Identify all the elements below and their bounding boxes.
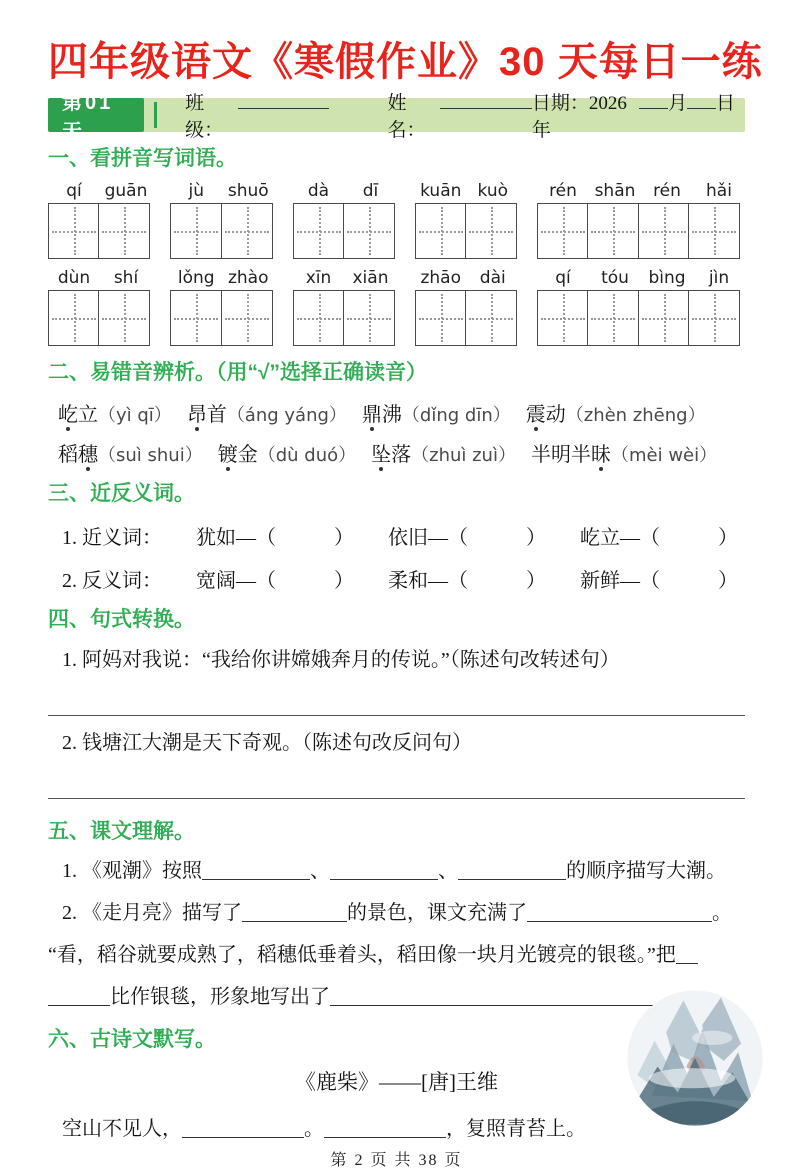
writing-cell: [170, 203, 222, 259]
pinyin-syllable: zhào: [227, 268, 269, 289]
syllable-row: [293, 268, 397, 290]
sentence-task-1: 1. 阿妈对我说：“我给你讲嫦娥奔月的传说。”（陈述句改转述句）: [62, 649, 620, 671]
pinyin-syllable: rén: [653, 181, 681, 202]
pinyin-syllable: tóu: [601, 268, 629, 289]
pinyin-syllable: dà: [307, 181, 330, 202]
pinyin-syllable: dùn: [57, 268, 91, 289]
word-label: 犹如—（: [196, 526, 276, 549]
pinyin-box-row: [48, 268, 745, 346]
emphasis-dot-char: 镀: [218, 438, 238, 467]
badge-divider: [154, 102, 157, 128]
pinyin-syllable: zhāo: [420, 268, 462, 289]
fill-in-blank: [458, 859, 566, 880]
fill-in-blank: [48, 985, 110, 1006]
cell-row: [170, 203, 274, 259]
sentence-task-2: 2. 钱塘江大潮是天下奇观。（陈述句改反问句）: [62, 732, 472, 754]
writing-cell: [343, 290, 395, 346]
writing-cell: [688, 203, 740, 259]
cell-row: [415, 203, 519, 259]
pronunciation-item: [58, 398, 172, 427]
word-label: [371, 438, 411, 467]
word-group: [537, 181, 745, 259]
pinyin-options: （suì shui）: [98, 444, 203, 466]
word-label: [531, 438, 611, 467]
pinyin-syllable: shuō: [227, 181, 269, 202]
fill-in-blank: [527, 901, 712, 922]
cell-row: [48, 203, 152, 259]
pronunciation-item: [531, 438, 717, 467]
cell-row: [293, 290, 397, 346]
text-segment: 。: [712, 902, 732, 925]
pinyin-syllable: jù: [188, 181, 204, 202]
section4-heading: 四、句式转换。: [48, 607, 195, 631]
pinyin-options: （dǐng dīn）: [401, 404, 511, 426]
word-pair-item: [580, 521, 738, 550]
writing-cell: [98, 203, 150, 259]
writing-cell: [415, 290, 467, 346]
word-group: [170, 268, 274, 346]
char: 落: [391, 443, 412, 466]
pinyin-syllable: shān: [594, 181, 636, 202]
pronunciation-line: [58, 438, 745, 467]
word-label: [187, 398, 227, 427]
pronunciation-choice-list: [48, 398, 745, 467]
word-label: [362, 398, 402, 427]
fill-in-blank: [324, 1117, 446, 1138]
writing-cell: [587, 290, 639, 346]
pronunciation-line: [58, 398, 745, 427]
cell-row: [415, 290, 519, 346]
section5-heading: 五、课文理解。: [48, 820, 195, 843]
syllable-row: [415, 268, 519, 290]
line-prefix: 2. 反义词：: [62, 569, 162, 592]
answer-line-2: [48, 764, 745, 799]
writing-cell: [48, 290, 100, 346]
word-label: [218, 438, 258, 467]
text-segment: 的景色，课文充满了: [347, 902, 527, 925]
pronunciation-item: [371, 438, 516, 467]
text-segment: 比作银毯，形象地写出了: [110, 986, 330, 1009]
pinyin-syllable: bìng: [648, 268, 686, 289]
page-number: 第 2 页 共 38 页: [330, 1151, 463, 1169]
emphasis-dot-char: 震: [526, 398, 546, 427]
emphasis-dot-char: 穗: [78, 438, 98, 467]
close-paren: ）: [718, 526, 738, 549]
writing-cell: [587, 203, 639, 259]
pronunciation-item: [58, 438, 203, 467]
pinyin-options: （yì qī）: [98, 404, 172, 426]
word-label: 柔和—（: [388, 569, 468, 592]
word-pair-item: [196, 521, 354, 550]
class-field: [185, 88, 329, 142]
fill-in-blank: [242, 901, 347, 922]
word-group: [293, 181, 397, 259]
char: 稻: [58, 443, 78, 466]
syllable-row: [537, 181, 745, 203]
syllable-row: [170, 181, 274, 203]
writing-cell: [170, 290, 222, 346]
info-bar: [48, 92, 745, 143]
word-pair-item: [580, 564, 738, 593]
class-blank: [238, 89, 330, 109]
cell-row: [293, 203, 397, 259]
worksheet-page: [0, 38, 793, 1169]
section2-heading: 二、易错音辨析。（用“√”选择正确读音）: [48, 361, 428, 385]
syllable-row: [48, 268, 152, 290]
word-group: [48, 268, 152, 346]
word-pair-item: [388, 521, 546, 550]
poem-title: 《鹿柴》——[唐]王维: [295, 1069, 498, 1094]
day-badge: 第01天: [48, 98, 144, 132]
date-prefix: 日期：2026 年: [531, 93, 627, 141]
emphasis-dot-char: 屹: [58, 398, 78, 427]
char: 动: [545, 403, 566, 426]
text-segment: “看，稻谷就要成熟了，稻穗低垂着头，稻田像一块月光镀亮的银毯。”把: [48, 944, 676, 967]
writing-cell: [465, 290, 517, 346]
writing-cell: [293, 290, 345, 346]
close-paren: ）: [334, 569, 354, 592]
pinyin-syllable: xīn: [305, 268, 332, 289]
page-title: 四年级语文《寒假作业》30 天每日一练: [48, 40, 763, 84]
text-segment: 、: [310, 860, 330, 883]
section1-heading: 一、看拼音写词语。: [48, 147, 237, 170]
writing-cell: [638, 290, 690, 346]
fill-in-blank: [330, 859, 438, 880]
month-label: 月: [668, 93, 688, 114]
pronunciation-item: [187, 398, 347, 427]
date-day-blank: [687, 89, 716, 109]
pinyin-syllable: rén: [549, 181, 577, 202]
char: 立: [78, 403, 98, 426]
word-group: [415, 268, 519, 346]
text-segment: 。: [304, 1117, 324, 1140]
syllable-row: [170, 268, 274, 290]
writing-cell: [343, 203, 395, 259]
writing-cell: [293, 203, 345, 259]
writing-cell: [638, 203, 690, 259]
char: 沸: [381, 403, 402, 426]
word-label: [58, 398, 98, 427]
text-segment: 空山不见人，: [62, 1117, 182, 1140]
word-group: [48, 181, 152, 259]
writing-cell: [48, 203, 100, 259]
emphasis-dot-char: 昧: [591, 438, 611, 467]
char: 首: [206, 403, 227, 426]
pronunciation-item: [218, 438, 356, 467]
cell-row: [48, 290, 152, 346]
word-label: 依旧—（: [388, 526, 468, 549]
close-paren: ）: [526, 569, 546, 592]
section6-heading: 六、古诗文默写。: [48, 1028, 216, 1052]
emphasis-dot-char: 鼎: [362, 398, 382, 427]
comprehension-line: [48, 939, 745, 971]
text-segment: 的顺序描写大潮。: [566, 860, 726, 883]
syllable-row: [48, 181, 152, 203]
text-segment: ，复照青苔上。: [446, 1117, 586, 1140]
word-pair-line: [62, 521, 745, 550]
word-label: 屹立—（: [580, 526, 660, 549]
writing-cell: [537, 290, 589, 346]
fill-in-blank: [182, 1117, 304, 1138]
pronunciation-item: [362, 398, 511, 427]
day-label: 日: [716, 93, 736, 114]
class-label: 班级：: [185, 93, 224, 141]
close-paren: ）: [334, 526, 354, 549]
line-prefix: 1. 近义词：: [62, 526, 162, 549]
cell-row: [537, 290, 745, 346]
section3-heading: 三、近反义词。: [48, 481, 195, 505]
synonym-antonym-list: [48, 521, 745, 593]
fill-in-blank: [676, 943, 698, 964]
pinyin-syllable: guān: [104, 181, 148, 202]
pinyin-syllable: kuān: [420, 181, 462, 202]
pinyin-writing-grid: [48, 181, 745, 346]
fill-in-blank: [330, 985, 668, 1006]
syllable-row: [415, 181, 519, 203]
text-segment: 2. 《走月亮》描写了: [62, 902, 242, 925]
comprehension-line: [62, 897, 745, 929]
pinyin-syllable: lǒng: [177, 268, 215, 289]
pinyin-syllable: shí: [113, 268, 139, 289]
name-label: 姓名：: [387, 93, 426, 141]
pinyin-options: （mèi wèi）: [610, 444, 718, 466]
syllable-row: [537, 268, 745, 290]
writing-cell: [98, 290, 150, 346]
char: 半: [530, 443, 551, 466]
char: 金: [237, 443, 258, 466]
writing-cell: [415, 203, 467, 259]
char: 明: [550, 443, 571, 466]
word-label: 新鲜—（: [580, 569, 660, 592]
pinyin-syllable: jìn: [708, 268, 730, 289]
word-group: [537, 268, 745, 346]
cell-row: [537, 203, 745, 259]
name-blank: [440, 89, 532, 109]
pinyin-syllable: qí: [555, 268, 571, 289]
writing-cell: [221, 290, 273, 346]
pinyin-options: （dù duó）: [257, 444, 357, 466]
word-label: [58, 438, 98, 467]
writing-cell: [221, 203, 273, 259]
answer-line-1: [48, 681, 745, 716]
word-pair-item: [388, 564, 546, 593]
pinyin-options: （zhèn zhēng）: [565, 404, 706, 426]
fill-in-blank: [202, 859, 310, 880]
pinyin-syllable: dài: [479, 268, 506, 289]
pinyin-syllable: xiān: [352, 268, 389, 289]
word-group: [170, 181, 274, 259]
word-group: [293, 268, 397, 346]
word-label: [526, 398, 566, 427]
pinyin-box-row: [48, 181, 745, 259]
cell-row: [170, 290, 274, 346]
close-paren: ）: [718, 569, 738, 592]
writing-cell: [465, 203, 517, 259]
emphasis-dot-char: 坠: [371, 438, 391, 467]
close-paren: ）: [526, 526, 546, 549]
pinyin-syllable: qí: [66, 181, 82, 202]
emphasis-dot-char: 昂: [187, 398, 207, 427]
pinyin-options: （zhuì zuì）: [411, 444, 516, 466]
pinyin-syllable: kuò: [477, 181, 508, 202]
text-segment: 1. 《观潮》按照: [62, 860, 202, 883]
date-field: [532, 88, 735, 142]
text-segment: 、: [438, 860, 458, 883]
pronunciation-item: [526, 398, 706, 427]
date-month-blank: [639, 89, 668, 109]
word-label: 宽阔—（: [196, 569, 276, 592]
char: 半: [570, 443, 591, 466]
syllable-row: [293, 181, 397, 203]
writing-cell: [688, 290, 740, 346]
writing-cell: [537, 203, 589, 259]
pinyin-syllable: hǎi: [706, 181, 732, 202]
word-group: [415, 181, 519, 259]
word-pair-item: [196, 564, 354, 593]
name-field: [387, 88, 531, 142]
pinyin-options: （áng yáng）: [226, 404, 347, 426]
ink-mountain-art: [623, 986, 767, 1130]
word-pair-line: [62, 564, 745, 593]
comprehension-line: [62, 855, 745, 887]
pinyin-syllable: dī: [362, 181, 379, 202]
